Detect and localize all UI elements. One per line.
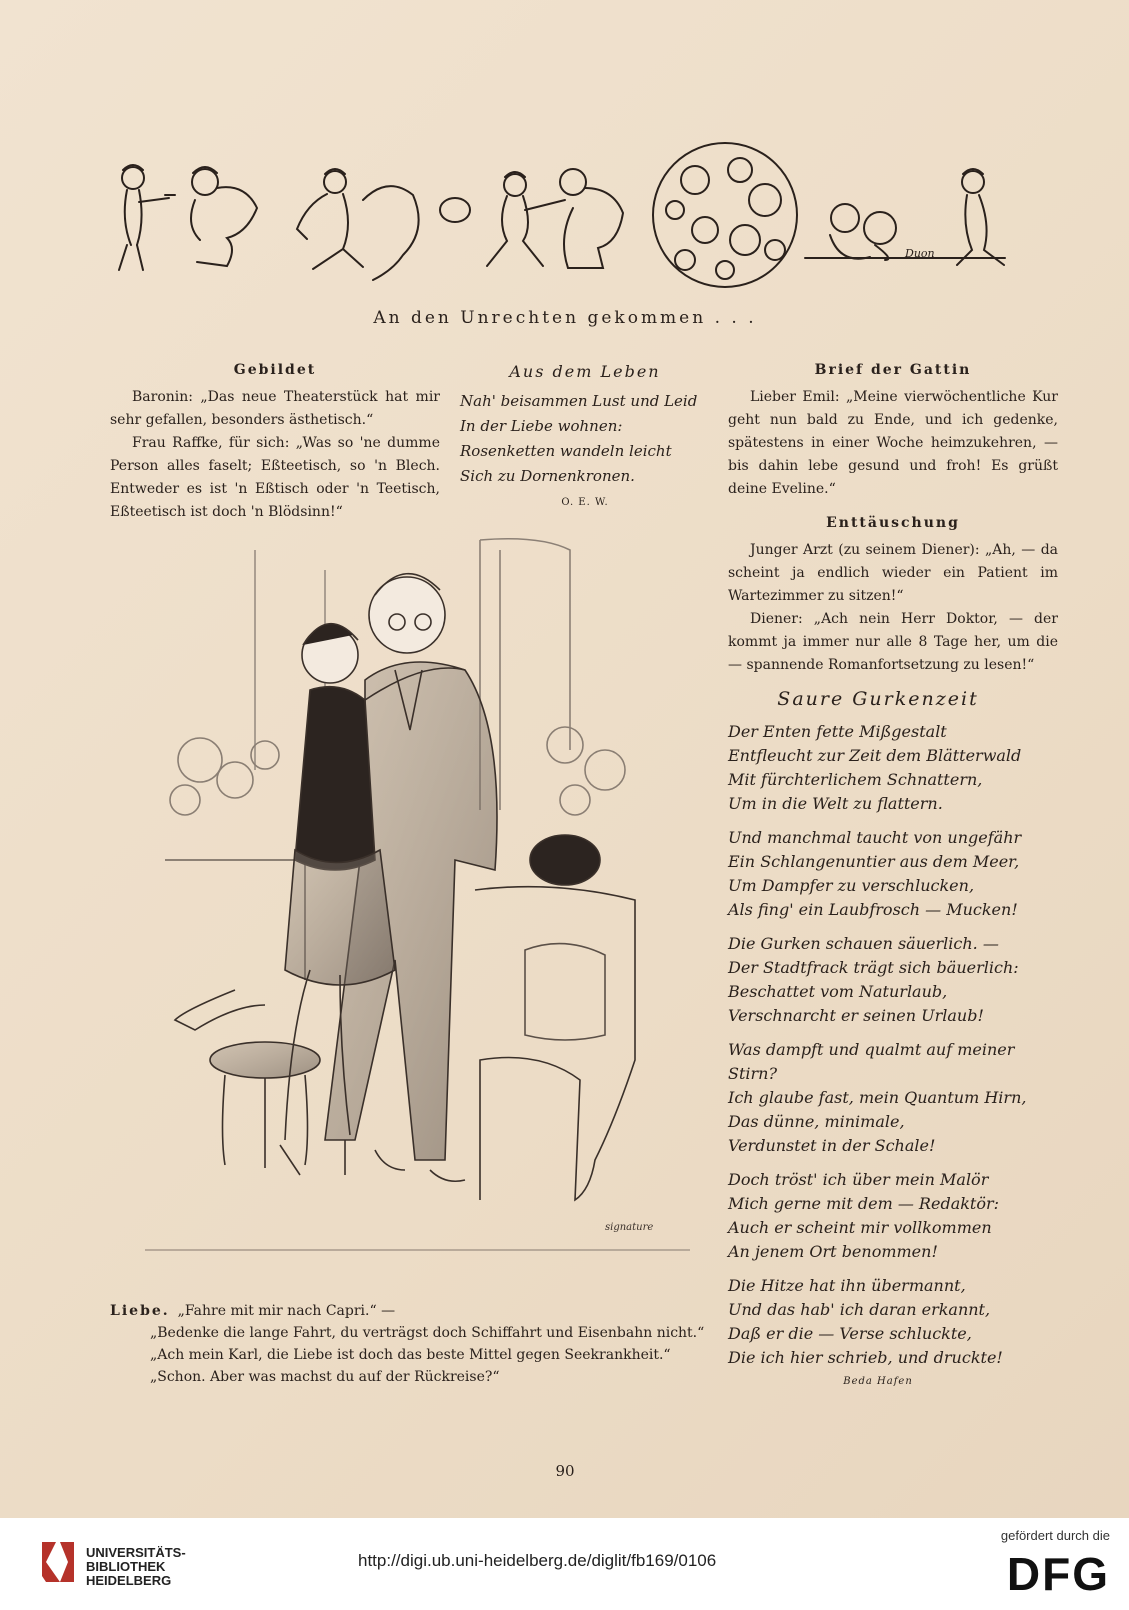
header-caption: An den Unrechten gekommen . . . — [373, 308, 757, 328]
poem-title: Saure Gurkenzeit — [777, 688, 979, 710]
poem-stanza: Die Hitze hat ihn übermannt, Und das hab' ich daran erkannt, Daß er die — Verse schluckte, Die ich hier schrieb, und druckte! — [728, 1276, 1003, 1367]
poem-title: Aus dem Leben — [509, 362, 661, 381]
comic-signature: Duon — [905, 247, 935, 260]
source-url-link[interactable]: http://digi.ub.uni-heidelberg.de/diglit/fb169/0106 — [358, 1551, 717, 1570]
article-column-right — [728, 362, 1058, 677]
funded-by-label: gefördert durch die — [1000, 1528, 1110, 1543]
dfg-logo: DFG — [1006, 1548, 1110, 1600]
caption-line: „Schon. Aber was machst du auf der Rückreise?“ — [150, 1369, 500, 1385]
article-title: Enttäuschung — [826, 515, 960, 531]
comic-figure — [297, 169, 470, 280]
article-gebildet — [110, 362, 440, 524]
article-paragraph: Frau Raffke, für sich: „Was so 'ne dumme Person alles faselt; Eßteetisch, so 'n Blech. Entweder es ist 'n Eßtisch oder 'n Teetisch, Eßteetisch ist doch 'n Blödsinn!“ — [110, 435, 440, 520]
library-name: UNIVERSITÄTS- BIBLIOTHEK HEIDELBERG — [86, 1545, 186, 1588]
article-paragraph: Diener: „Ach nein Herr Doktor, — der kommt ja immer nur alle 8 Tage her, um die — spannende Romanfortsetzung zu lesen!“ — [728, 611, 1058, 673]
poem-stanza: Der Enten fette Mißgestalt Entfleucht zur Zeit dem Blätterwald Mit fürchterlichem Schnattern, Um in die Welt zu flattern. — [728, 722, 1022, 813]
poem-stanza: Doch tröst' ich über mein Malör Mich gerne mit dem — Redaktör: Auch er scheint mir vollkommen An jenem Ort benommen! — [728, 1170, 1000, 1261]
poem-aus-dem-leben — [460, 362, 710, 508]
caption-line: „Fahre mit mir nach Capri.“ — — [177, 1303, 396, 1319]
poem-text: Nah' beisammen Lust und Leid In der Liebe wohnen: Rosenketten wandeln leicht Sich zu Dornenkronen. — [460, 392, 698, 485]
poem-stanza: Die Gurken schauen säuerlich. — Der Stadtfrack trägt sich bäuerlich: Beschattet vom Naturlaub, Verschnarcht er seinen Urlaub! — [728, 934, 1019, 1025]
comic-tumble-circle — [653, 143, 797, 287]
page-number: 90 — [555, 1462, 575, 1480]
poem-stanza: Was dampft und qualmt auf meiner Stirn? Ich glaube fast, mein Quantum Hirn, Das dünne, minimale, Verdunstet in der Schale! — [728, 1040, 1027, 1155]
ub-logo-icon — [38, 1538, 78, 1586]
comic-figure — [119, 165, 175, 270]
poem-stanza: Und manchmal taucht von ungefähr Ein Schlangenuntier aus dem Meer, Um Dampfer zu verschlucken, Als fing' ein Laubfrosch — Mucken! — [728, 828, 1022, 919]
caption-line: „Bedenke die lange Fahrt, du verträgst doch Schiffahrt und Eisenbahn nicht.“ — [150, 1325, 705, 1341]
article-paragraph: Junger Arzt (zu seinem Diener): „Ah, — da scheint ja endlich wieder ein Patient im Wartezimmer zu sitzen!“ — [728, 542, 1058, 604]
article-paragraph: Baronin: „Das neue Theaterstück hat mir sehr gefallen, besonders ästhetisch.“ — [110, 389, 440, 428]
poem-saure-gurkenzeit — [728, 688, 1068, 1387]
poem-author: Beda Hafen — [843, 1376, 913, 1387]
comic-figure — [191, 167, 257, 266]
poem-author: O. E. W. — [561, 497, 609, 508]
article-title: Gebildet — [233, 362, 317, 378]
illustration-caption — [110, 1300, 710, 1388]
couple-illustration — [145, 530, 690, 1260]
digitization-footer — [0, 1518, 1129, 1610]
comic-strip — [105, 140, 1050, 290]
article-paragraph: Lieber Emil: „Meine vierwöchentliche Kur geht nun bald zu Ende, und ich gedenke, spätestens in einer Woche heimzukehren, — bis dahin lebe gesund und froh! Es grüßt deine Eveline.“ — [728, 389, 1058, 497]
caption-label: Liebe. — [110, 1303, 170, 1319]
article-title: Brief der Gattin — [814, 362, 972, 378]
svg-text:signature: signature — [605, 1222, 654, 1233]
caption-line: „Ach mein Karl, die Liebe ist doch das beste Mittel gegen Seekrankheit.“ — [150, 1347, 671, 1363]
comic-figure — [487, 169, 623, 268]
